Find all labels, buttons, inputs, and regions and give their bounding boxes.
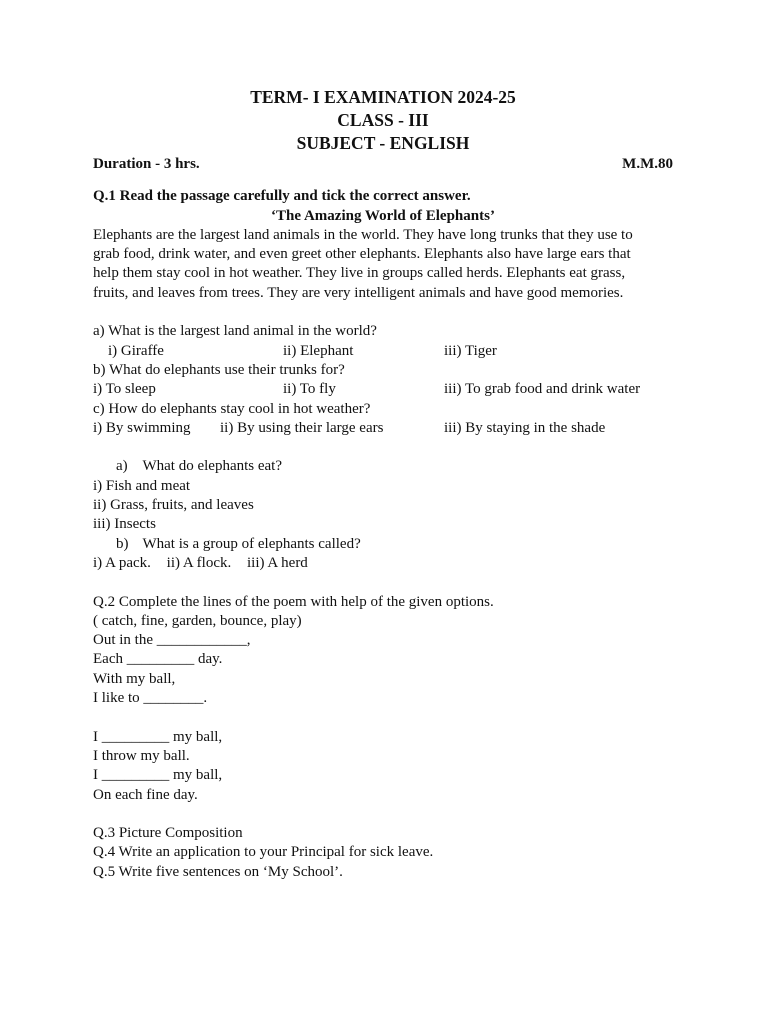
option[interactable]: iii) Tiger [444,342,497,359]
q1-heading: Q.1 Read the passage carefully and tick the correct answer. [93,188,471,205]
question-a: a) What is the largest land animal in the world? [93,323,377,340]
exam-paper [93,86,673,882]
question-text: What is a group of elephants called? [142,535,361,552]
q2-word-options: ( catch, fine, garden, bounce, play) [93,612,302,629]
option[interactable]: iii) To grab food and drink water [444,381,641,398]
passage-line: help them stay cool in hot weather. They live in groups called herds. Elephants eat grass, [93,265,626,282]
option[interactable]: i) Giraffe [108,342,164,359]
poem-line: I _________ my ball, [93,728,223,745]
class-title: CLASS - III [337,110,429,130]
poem-line: Each _________ day. [93,651,223,668]
option[interactable]: i) Fish and meat [93,477,191,494]
q5-heading: Q.5 Write five sentences on ‘My School’. [93,863,343,880]
question-d [93,457,673,476]
poem-line: On each fine day. [93,786,198,803]
subject-title: SUBJECT - ENGLISH [296,133,470,153]
q3-heading: Q.3 Picture Composition [93,825,243,842]
meta-row [93,155,673,174]
question-label: b) [116,535,129,552]
passage-title: ‘The Amazing World of Elephants’ [271,207,495,224]
exam-title: TERM- I EXAMINATION 2024-25 [250,87,516,107]
poem-line: I _________ my ball, [93,767,223,784]
option[interactable]: i) A pack. [93,554,151,571]
options-a [93,342,673,361]
q4-heading: Q.4 Write an application to your Principal for sick leave. [93,844,434,861]
options-e [93,554,673,573]
option[interactable]: ii) Elephant [283,342,354,359]
passage-line: Elephants are the largest land animals in the world. They have long trunks that they use to [93,226,633,243]
passage [93,226,673,303]
question-e [93,535,673,554]
options-c [93,419,673,438]
question-c: c) How do elephants stay cool in hot weather? [93,400,371,417]
poem-line: I throw my ball. [93,747,190,764]
option[interactable]: ii) A flock. [166,554,232,571]
q2-heading: Q.2 Complete the lines of the poem with help of the given options. [93,593,494,610]
question-label: a) [116,458,128,475]
option[interactable]: ii) By using their large ears [220,419,384,436]
poem-line: With my ball, [93,670,176,687]
question-text: What do elephants eat? [142,458,283,475]
poem-line: I like to ________. [93,690,208,707]
option[interactable]: i) To sleep [93,381,156,398]
option[interactable]: iii) Insects [93,516,156,533]
option[interactable]: iii) By staying in the shade [444,419,606,436]
max-marks-label: M.M.80 [622,156,673,172]
option[interactable]: ii) To fly [283,381,336,398]
duration-label: Duration - 3 hrs. [93,156,200,172]
passage-line: fruits, and leaves from trees. They are very intelligent animals and have good memories. [93,284,624,301]
question-b: b) What do elephants use their trunks for? [93,361,345,378]
option[interactable]: iii) A herd [246,554,308,571]
option[interactable]: ii) Grass, fruits, and leaves [93,497,254,514]
passage-line: grab food, drink water, and even greet other elephants. Elephants also have large ears that [93,246,631,263]
option[interactable]: i) By swimming [93,419,191,436]
poem-line: Out in the ____________, [93,632,251,649]
options-b [93,380,673,399]
